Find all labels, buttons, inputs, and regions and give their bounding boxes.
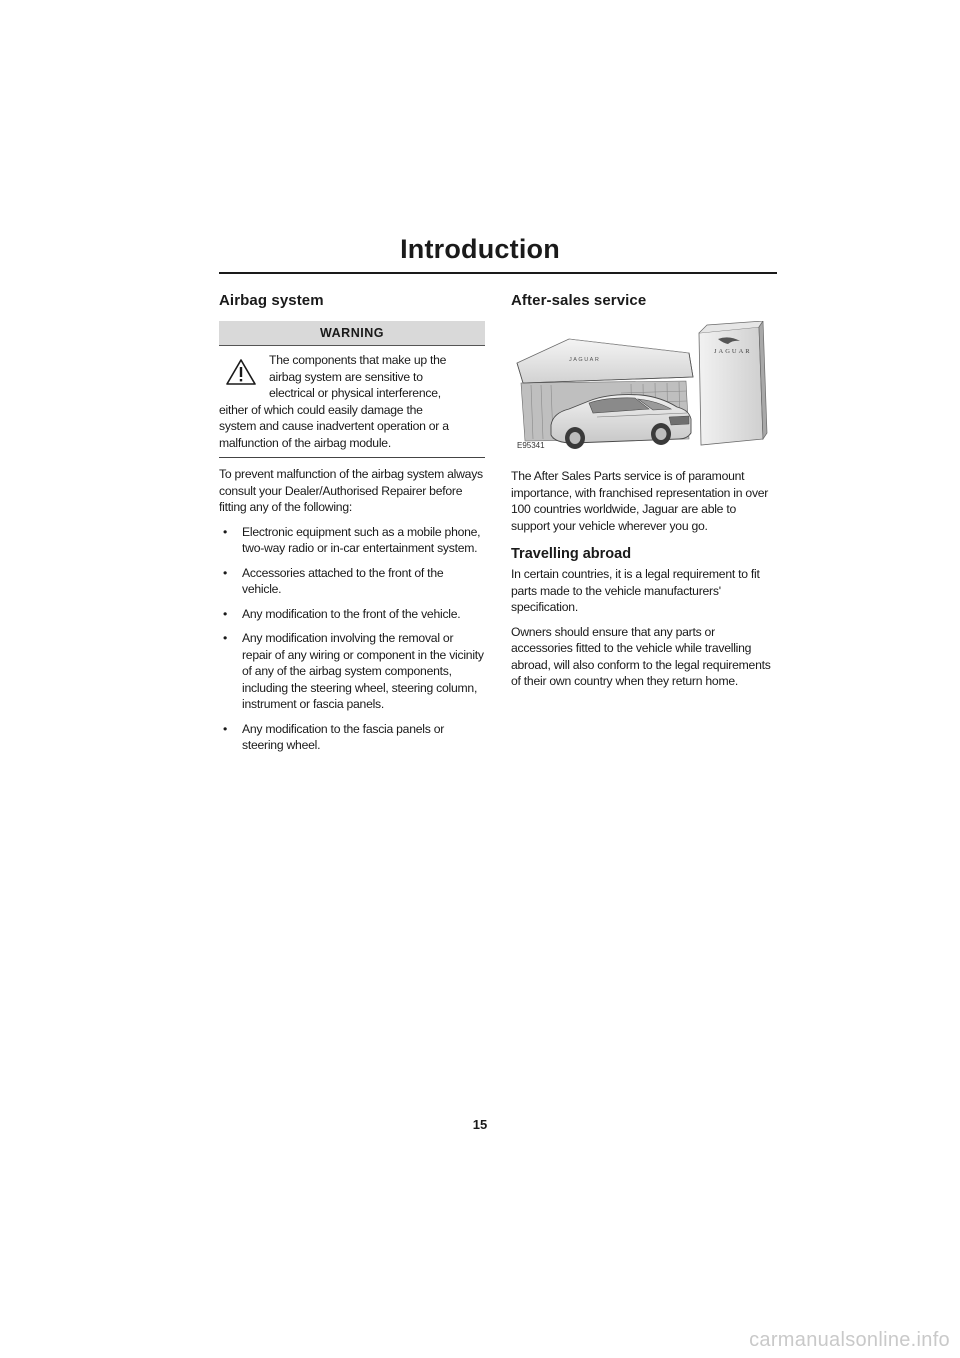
pylon-sign-text: JAGUAR <box>714 348 752 355</box>
warning-triangle-icon <box>225 358 257 386</box>
warning-line: system and cause inadvertent operation or a <box>219 419 449 433</box>
bullet-dot-icon: • <box>223 721 228 736</box>
list-item <box>219 630 485 713</box>
bullet-text: Any modification involving the removal or repair of any wiring or component in the vicinity of any of the airbag system components, including the steering wheel, steering column, instrument or fascia panels. <box>242 631 484 711</box>
warning-line: electrical or physical interference, <box>269 386 441 400</box>
bullet-text: Any modification to the fascia panels or steering wheel. <box>242 721 445 752</box>
warning-line: malfunction of the airbag module. <box>219 435 391 450</box>
bullet-dot-icon: • <box>223 565 228 580</box>
travelling-abroad-heading: Travelling abroad <box>511 546 632 562</box>
bullet-text: Any modification to the front of the vehicle. <box>242 606 461 621</box>
warning-label: WARNING <box>219 321 485 346</box>
right-column <box>511 292 777 698</box>
after-sales-paragraph: The After Sales Parts service is of paramount importance, with franchised representation in over 100 countries worldwide, Jaguar are able to support your vehicle wherever you go. <box>511 469 769 533</box>
travelling-paragraph-2: Owners should ensure that any parts or accessories fitted to the vehicle while travelling abroad, will also conform to the legal requirements of their own country when they return home. <box>511 624 771 688</box>
left-column <box>219 292 485 762</box>
bullet-dot-icon: • <box>223 631 228 645</box>
title-rule <box>219 272 777 274</box>
bullet-dot-icon: • <box>223 606 228 621</box>
warning-line: airbag system are sensitive to <box>269 369 423 384</box>
list-item <box>219 524 485 557</box>
page-number: 15 <box>472 1117 488 1132</box>
warning-box <box>219 321 485 458</box>
bullet-text: Accessories attached to the front of the vehicle. <box>242 565 444 596</box>
list-item <box>219 606 485 623</box>
dealership-image <box>511 321 769 456</box>
airbag-heading: Airbag system <box>219 292 324 309</box>
page-title: Introduction <box>400 234 560 264</box>
airbag-intro: To prevent malfunction of the airbag system always consult your Dealer/Authorised Repairer before fitting any of the following: <box>219 467 483 514</box>
figure-code: E95341 <box>517 441 545 450</box>
dealership-illustration <box>511 321 769 456</box>
bullet-text: Electronic equipment such as a mobile phone, two-way radio or in-car entertainment system. <box>242 524 481 555</box>
warning-text <box>219 352 485 451</box>
list-item <box>219 721 485 754</box>
travelling-paragraph-1: In certain countries, it is a legal requirement to fit parts made to the vehicle manufacturers' specification. <box>511 567 760 614</box>
after-sales-heading: After-sales service <box>511 292 647 309</box>
canopy-sign-text: JAGUAR <box>569 357 601 363</box>
warning-line: either of which could easily damage the <box>219 402 423 417</box>
warning-line: The components that make up the <box>269 353 447 367</box>
airbag-bullet-list <box>219 524 485 754</box>
watermark-link[interactable]: carmanualsonline.info <box>749 1329 950 1351</box>
bullet-dot-icon: • <box>223 524 228 539</box>
warning-body <box>219 346 485 458</box>
list-item <box>219 565 485 598</box>
